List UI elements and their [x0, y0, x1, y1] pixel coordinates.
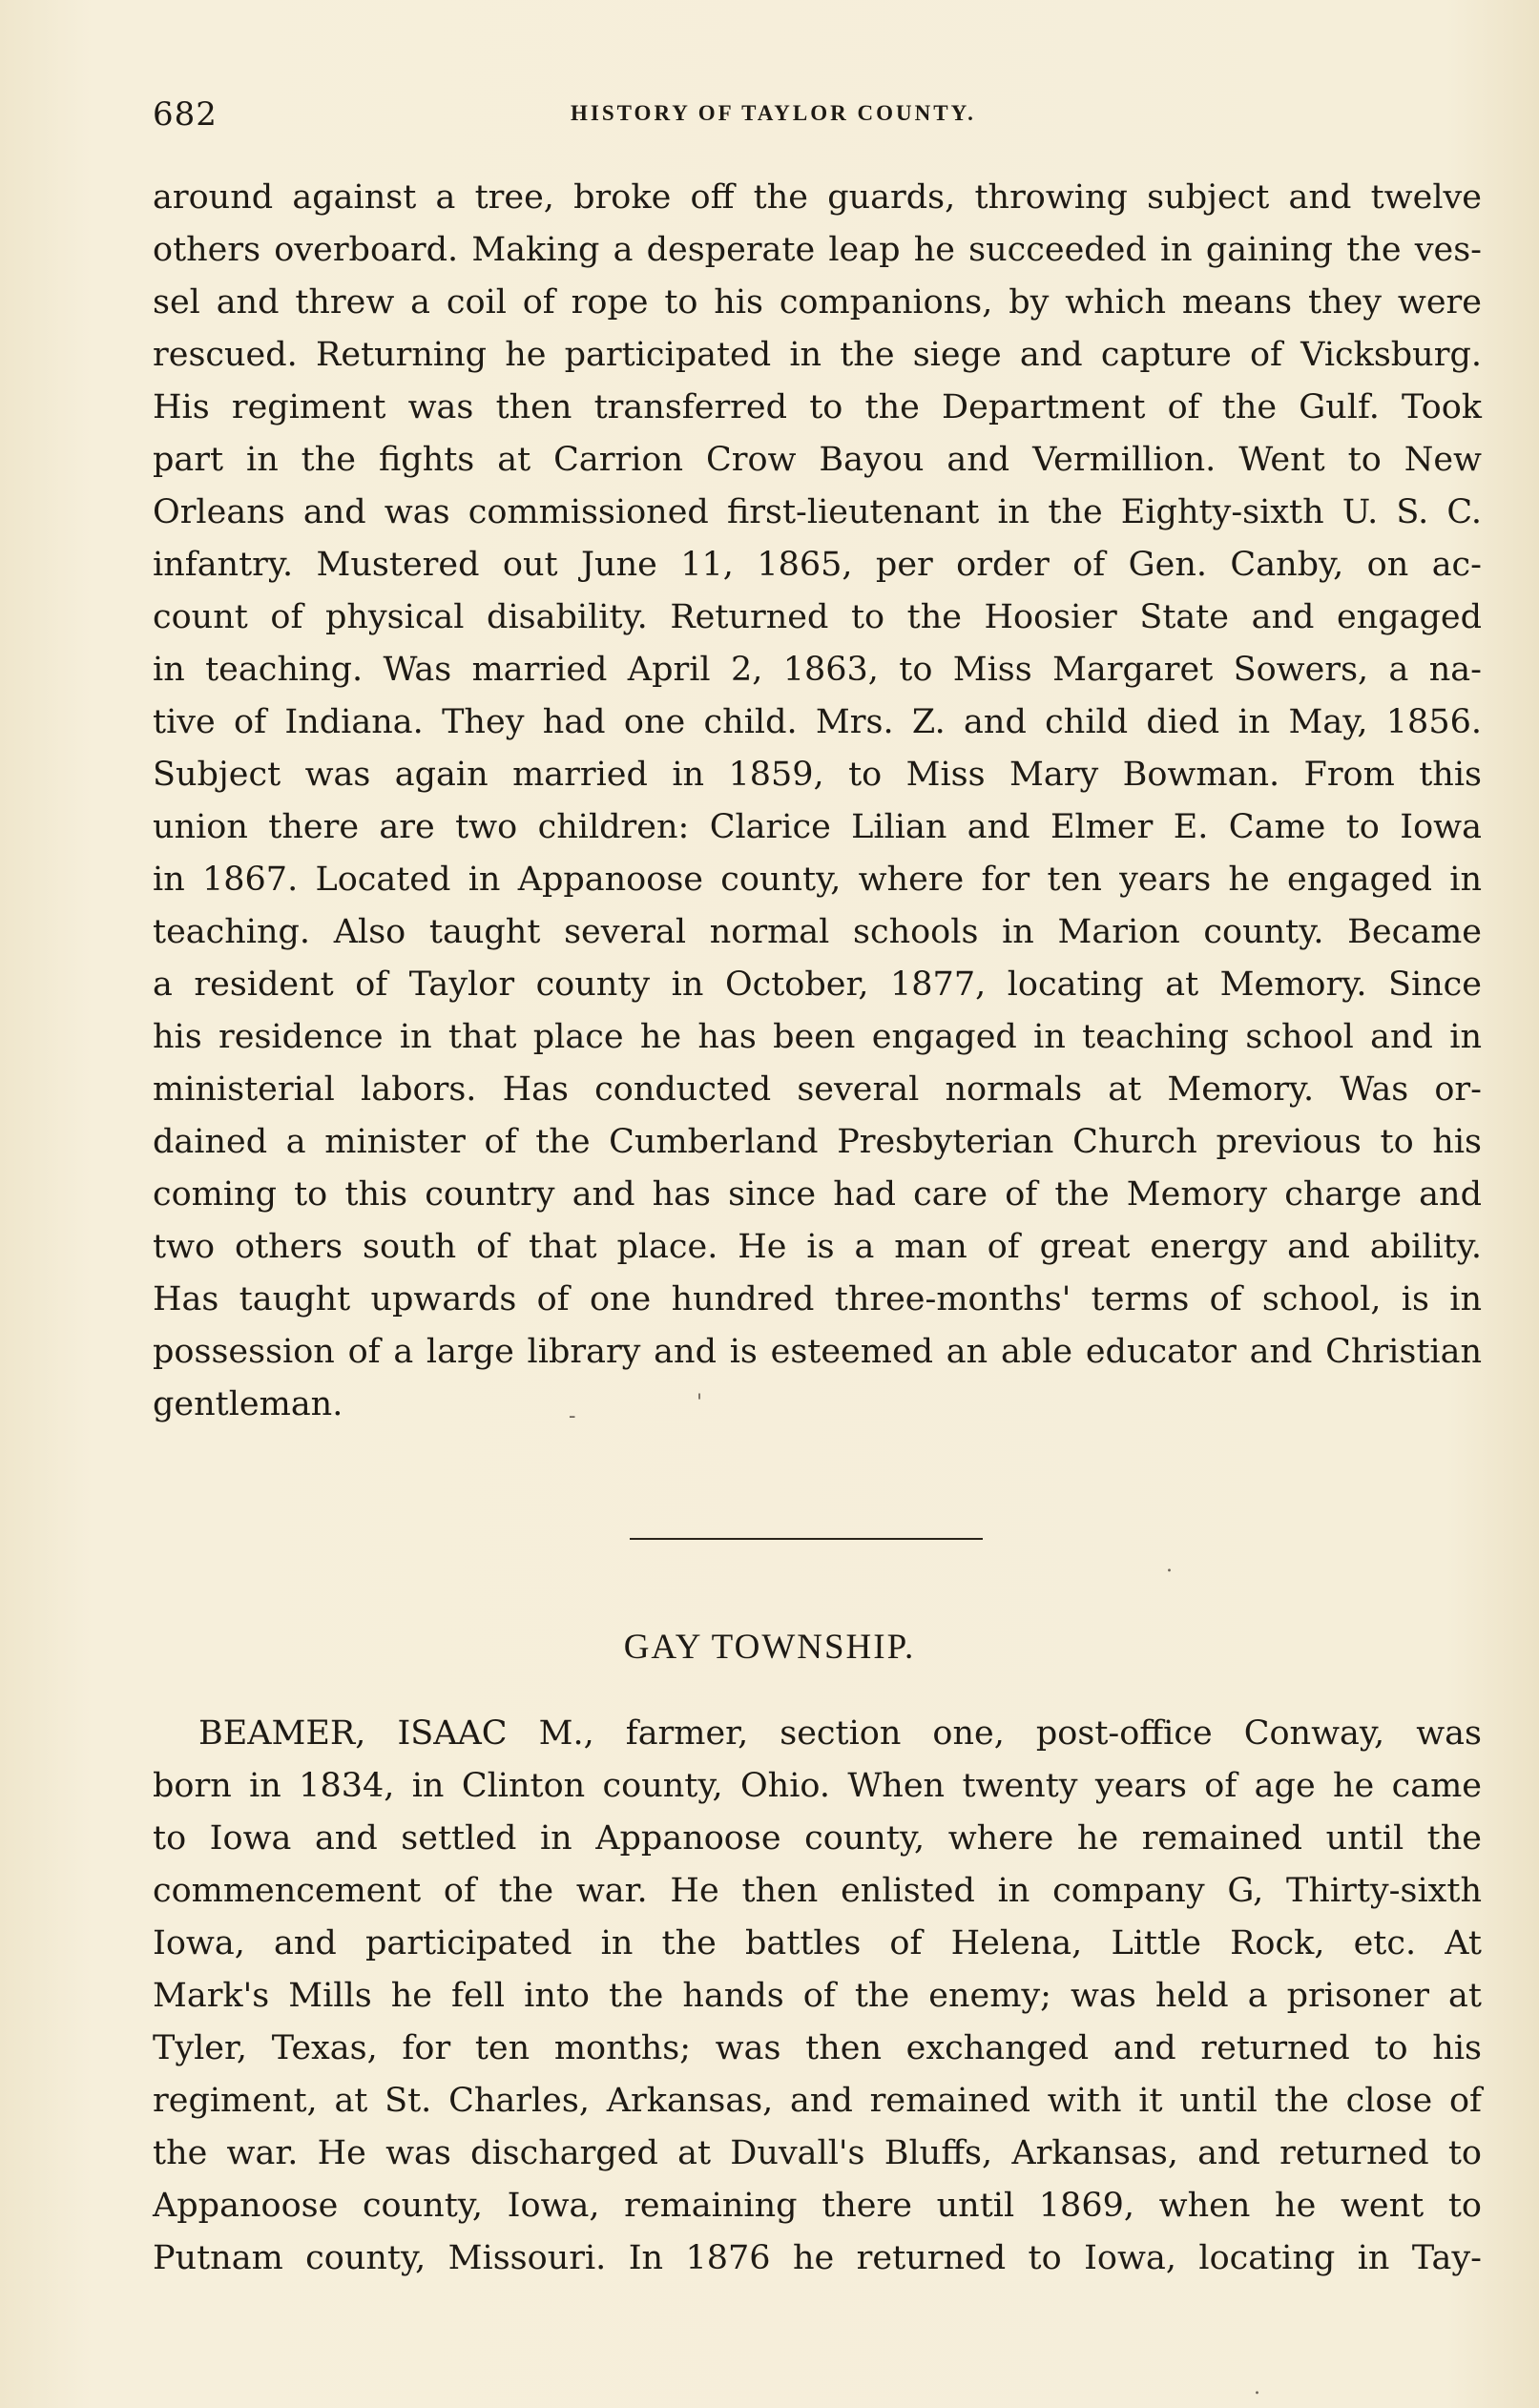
- section-title: GAY TOWNSHIP.: [623, 1628, 916, 1667]
- text-line: teaching. Also taught several normal schools in Marion county. Became: [153, 913, 1482, 951]
- text-line: possession of a large library and is esteemed an able educator and Christian: [153, 1333, 1482, 1371]
- text-line: around against a tree, broke off the guards, throwing subject and twelve: [153, 178, 1482, 217]
- print-speck: .: [1166, 1553, 1173, 1577]
- print-speck: -: [569, 1404, 576, 1428]
- text-line: union there are two children: Clarice Lilian and Elmer E. Came to Iowa: [153, 808, 1482, 846]
- text-line: a resident of Taylor county in October, 1877, locating at Memory. Since: [153, 965, 1482, 1004]
- text-line: gentleman.: [153, 1385, 343, 1423]
- text-line: commencement of the war. He then enlisted in company G, Thirty-sixth: [153, 1872, 1482, 1910]
- print-speck: ': [697, 1391, 703, 1415]
- text-line: count of physical disability. Returned to the Hoosier State and engaged: [153, 598, 1482, 636]
- text-line: BEAMER, ISAAC M., farmer, section one, post-office Conway, was: [198, 1714, 1482, 1753]
- section-divider: [630, 1538, 983, 1540]
- text-line: to Iowa and settled in Appanoose county, where he remained until the: [153, 1819, 1482, 1858]
- text-line: dained a minister of the Cumberland Presbyterian Church previous to his: [153, 1123, 1482, 1161]
- text-line: others overboard. Making a desperate leap he succeeded in gaining the ves-: [153, 231, 1482, 269]
- print-speck: .: [1254, 2376, 1260, 2399]
- text-line: in teaching. Was married April 2, 1863, to Miss Margaret Sowers, a na-: [153, 651, 1482, 689]
- page-header: [153, 95, 1488, 137]
- text-line: Iowa, and participated in the battles of Helena, Little Rock, etc. At: [153, 1924, 1482, 1962]
- text-line: Subject was again married in 1859, to Miss Mary Bowman. From this: [153, 756, 1482, 794]
- text-line: born in 1834, in Clinton county, Ohio. When twenty years of age he came: [153, 1767, 1482, 1805]
- text-line: two others south of that place. He is a man of great energy and ability.: [153, 1228, 1482, 1266]
- text-line: in 1867. Located in Appanoose county, where for ten years he engaged in: [153, 861, 1482, 899]
- text-line: Tyler, Texas, for ten months; was then exchanged and returned to his: [153, 2029, 1482, 2067]
- text-line: Orleans and was commissioned first-lieutenant in the Eighty-sixth U. S. C.: [153, 493, 1482, 531]
- text-line: rescued. Returning he participated in the siege and capture of Vicksburg.: [153, 336, 1482, 374]
- text-line: sel and threw a coil of rope to his companions, by which means they were: [153, 283, 1482, 322]
- beamer-biography: [153, 1708, 1482, 2285]
- page-number: 682: [153, 95, 218, 134]
- text-line: coming to this country and has since had care of the Memory charge and: [153, 1175, 1482, 1214]
- text-line: infantry. Mustered out June 11, 1865, per order of Gen. Canby, on ac-: [153, 546, 1482, 584]
- text-line: his residence in that place he has been engaged in teaching school and in: [153, 1018, 1482, 1056]
- continued-biography: [153, 172, 1482, 1431]
- text-line: tive of Indiana. They had one child. Mrs. Z. and child died in May, 1856.: [153, 703, 1482, 741]
- text-line: Appanoose county, Iowa, remaining there until 1869, when he went to: [153, 2187, 1482, 2225]
- running-head: HISTORY OF TAYLOR COUNTY.: [571, 101, 976, 125]
- text-line: the war. He was discharged at Duvall's Bluffs, Arkansas, and returned to: [153, 2134, 1482, 2172]
- text-line: Has taught upwards of one hundred three-months' terms of school, is in: [153, 1280, 1482, 1318]
- text-line: regiment, at St. Charles, Arkansas, and remained with it until the close of: [153, 2082, 1482, 2120]
- text-line: His regiment was then transferred to the Department of the Gulf. Took: [153, 388, 1482, 426]
- text-line: Mark's Mills he fell into the hands of the enemy; was held a prisoner at: [153, 1977, 1482, 2015]
- text-line: Putnam county, Missouri. In 1876 he returned to Iowa, locating in Tay-: [153, 2239, 1482, 2277]
- text-line: part in the fights at Carrion Crow Bayou and Vermillion. Went to New: [153, 441, 1482, 479]
- text-line: ministerial labors. Has conducted several normals at Memory. Was or-: [153, 1070, 1482, 1109]
